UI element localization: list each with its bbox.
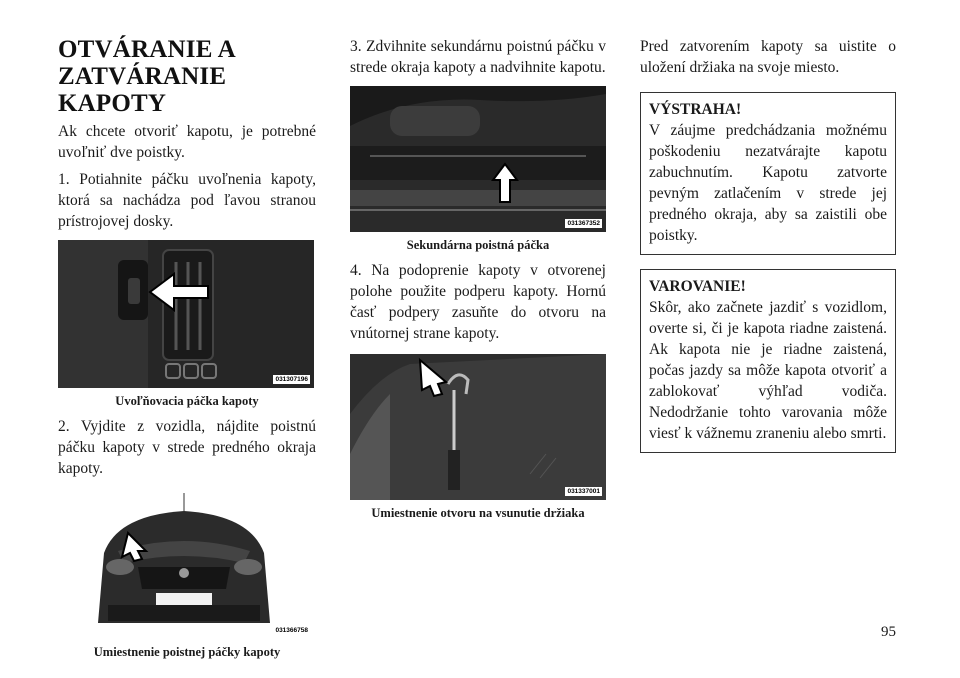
column-middle bbox=[350, 36, 606, 528]
column-right bbox=[640, 36, 896, 453]
step-3-paragraph: 3. Zdvihnite sekundárnu poistnú páčku v strede okraja kapoty a nadvihnite kapotu. bbox=[350, 38, 606, 76]
step-1-paragraph: 1. Potiahnite páčku uvoľnenia kapoty, ktorá sa nachádza pod ľavou stranou prístrojovej dosky. bbox=[58, 171, 316, 230]
column-left bbox=[58, 36, 316, 667]
caution-title: VAROVANIE! bbox=[649, 278, 746, 295]
warning-box bbox=[640, 92, 896, 255]
figure-caption: Sekundárna poistná páčka bbox=[406, 238, 550, 252]
intro-paragraph: Ak chcete otvoriť kapotu, je potrebné uvoľniť dve poistky. bbox=[58, 123, 316, 161]
section-heading: OTVÁRANIE A ZATVÁRANIE KAPOTY bbox=[58, 36, 235, 117]
prop-rod-hole-photo bbox=[350, 354, 606, 500]
figure-caption: Uvoľňovacia páčka kapoty bbox=[115, 394, 259, 408]
figure-code: 031366758 bbox=[275, 627, 308, 634]
step-4-paragraph: 4. Na podoprenie kapoty v otvorenej polohe použite podperu kapoty. Hornú časť podpery zasuňte do otvoru na vnútornej strane kapoty. bbox=[350, 262, 606, 342]
figure-code: 031307196 bbox=[275, 376, 308, 383]
hood-latch-location-photo bbox=[58, 493, 314, 639]
hood-release-lever-photo bbox=[58, 240, 314, 388]
warning-title: VÝSTRAHA! bbox=[649, 101, 742, 118]
figure-code: 031337001 bbox=[567, 488, 600, 495]
step-2-paragraph: 2. Vyjdite z vozidla, nájdite poistnú páčku kapoty v strede predného okraja kapoty. bbox=[58, 418, 316, 477]
figure-code: 031367352 bbox=[567, 220, 600, 227]
page-number: 95 bbox=[881, 624, 896, 640]
figure-caption: Umiestnenie poistnej páčky kapoty bbox=[93, 645, 281, 659]
secondary-latch-photo bbox=[350, 86, 606, 232]
caution-text: Skôr, ako začnete jazdiť s vozidlom, overte si, či je kapota riadne zaistená. Ak kapota nie je riadne zaistená, počas jazdy sa môže kapota otvoriť a zablokovať výhľad vodiča. Nedodržanie tohto varovania môže viesť k vážnemu zraneniu alebo smrti. bbox=[649, 299, 887, 442]
figure-caption: Umiestnenie otvoru na vsunutie držiaka bbox=[371, 506, 585, 520]
warning-text: V záujme predchádzania možnému poškodeniu nezatvárajte kapotu zabuchnutím. Kapotu zatvorte pevným zatlačením v strede jej predného okraja, aby sa zaistili obe poistky. bbox=[649, 122, 887, 244]
note-paragraph: Pred zatvorením kapoty sa uistite o uložení držiaka na svoje miesto. bbox=[640, 38, 896, 76]
caution-box bbox=[640, 269, 896, 453]
